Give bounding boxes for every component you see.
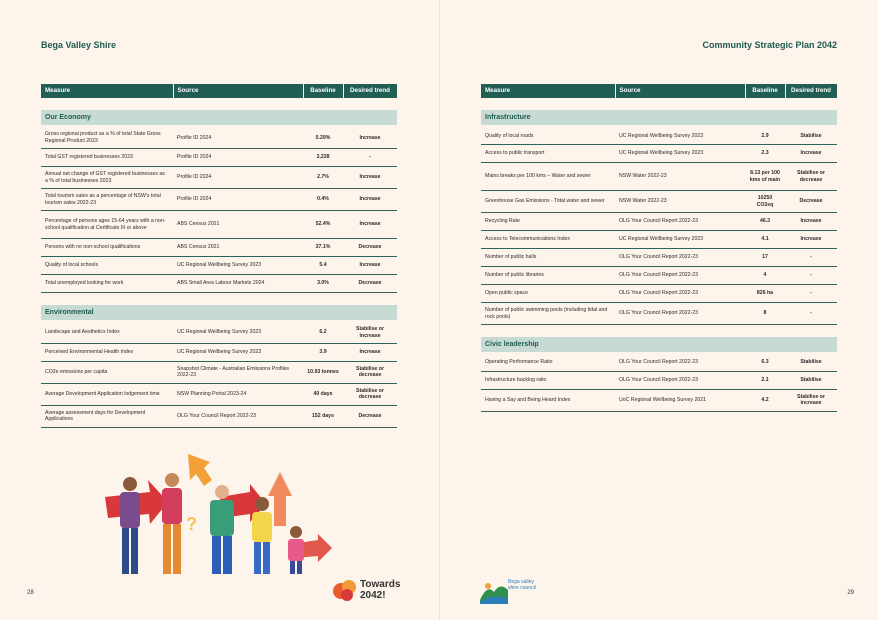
- cell-baseline: 0.4%: [303, 189, 343, 211]
- cell-baseline: 10.93 tonnes: [303, 361, 343, 383]
- cell-baseline: 2.9: [745, 127, 785, 145]
- cell-source: UoC Regional Wellbeing Survey 2021: [615, 389, 745, 411]
- table-row: [481, 191, 837, 213]
- cell-source: ABS Census 2021: [173, 239, 303, 257]
- cell-trend: Increase: [343, 257, 397, 275]
- table-row: [41, 149, 397, 167]
- cell-measure: Having a Say and Being Heard Index: [481, 389, 615, 411]
- table-header: [481, 84, 837, 98]
- cell-source: OLG Your Council Report 2022-23: [615, 213, 745, 231]
- cell-source: UC Regional Wellbeing Survey 2023: [173, 321, 303, 343]
- section-environmental: [41, 305, 397, 322]
- cell-baseline: 4: [745, 267, 785, 285]
- cell-source: ABS Small Area Labour Markets 2024: [173, 275, 303, 293]
- cell-baseline: 8.13 per 100 kms of main: [745, 163, 785, 191]
- cell-title: Infrastructure: [481, 110, 837, 127]
- cell-measure: Greenhouse Gas Emissions - Total water and sewer: [481, 191, 615, 213]
- cell-measure: Average Development Application lodgement time: [41, 383, 173, 405]
- cell-trend: Increase: [343, 189, 397, 211]
- cell-baseline: 3.0%: [303, 275, 343, 293]
- cell-trend: Decrease: [343, 275, 397, 293]
- table-row: [41, 321, 397, 343]
- col-trend: Desired trend: [785, 84, 837, 98]
- council-logo-icon: [480, 578, 508, 604]
- council-logo-text: Bega valley shire council: [508, 579, 536, 591]
- cell-title: Civic leadership: [481, 337, 837, 354]
- cell-baseline: 37.1%: [303, 239, 343, 257]
- cell-trend: Increase: [343, 167, 397, 189]
- cell-measure: Recycling Rate: [481, 213, 615, 231]
- plan-title: Community Strategic Plan 2042: [702, 40, 837, 50]
- table-row: [481, 353, 837, 371]
- table-row: [481, 213, 837, 231]
- cell-measure: Number of public swimming pools (including tidal and rock pools): [481, 303, 615, 325]
- table-row: [481, 231, 837, 249]
- cell-trend: Stabilise or increase: [785, 389, 837, 411]
- cell-measure: Access to public transport: [481, 145, 615, 163]
- cell-trend: -: [785, 303, 837, 325]
- table-row: [481, 145, 837, 163]
- cell-baseline: 152 days: [303, 405, 343, 427]
- cell-baseline: 3.9: [303, 343, 343, 361]
- cell-baseline: 6.3: [745, 353, 785, 371]
- table-row: [41, 211, 397, 239]
- cell-trend: Increase: [785, 145, 837, 163]
- towards-logo-icon: [332, 577, 358, 603]
- cell-trend: Decrease: [343, 239, 397, 257]
- cell-baseline: 17: [745, 249, 785, 267]
- table-header: [41, 84, 397, 98]
- table-row: [41, 383, 397, 405]
- cell-trend: Stabilise or decrease: [785, 163, 837, 191]
- cell-measure: Infrastructure backlog ratio: [481, 371, 615, 389]
- cell-baseline: 40 days: [303, 383, 343, 405]
- cell-measure: Total tourism sales as a percentage of NSW's total tourism sales 2022-23: [41, 189, 173, 211]
- cell-baseline: 4.1: [745, 231, 785, 249]
- cell-baseline: 6.2: [303, 321, 343, 343]
- towards-logo-text: Towards 2042!: [360, 579, 401, 601]
- cell-measure: Persons with no non-school qualifications: [41, 239, 173, 257]
- col-source: Source: [615, 84, 745, 98]
- section-economy: [41, 110, 397, 127]
- table-row: [481, 249, 837, 267]
- cell-source: OLG Your Council Report 2022-23: [615, 285, 745, 303]
- cell-trend: Increase: [343, 211, 397, 239]
- cell-source: NSW Water 2022-23: [615, 163, 745, 191]
- cell-source: UC Regional Wellbeing Survey 2023: [173, 343, 303, 361]
- cell-trend: -: [785, 249, 837, 267]
- cell-measure: CO2e emissions per capita: [41, 361, 173, 383]
- cell-source: Profile ID 2024: [173, 149, 303, 167]
- cell-measure: Quality of local roads: [481, 127, 615, 145]
- cell-source: OLG Your Council Report 2022-23: [615, 353, 745, 371]
- cell-baseline: 0.29%: [303, 127, 343, 149]
- cell-source: Profile ID 2024: [173, 189, 303, 211]
- cell-source: OLG Your Council Report 2022-23: [173, 405, 303, 427]
- cell-baseline: 10250 CO2eq: [745, 191, 785, 213]
- table-row: [41, 257, 397, 275]
- cell-source: OLG Your Council Report 2022-23: [615, 267, 745, 285]
- table-row: [481, 303, 837, 325]
- cell-measure: Perceived Environmental Health Index: [41, 343, 173, 361]
- cell-source: Snapshot Climate - Australian Emissions Profiles 2022-23: [173, 361, 303, 383]
- cell-trend: Decrease: [343, 405, 397, 427]
- cell-trend: Stabilise: [785, 353, 837, 371]
- cell-source: UC Regional Wellbeing Survey 2023: [615, 145, 745, 163]
- table-row: [41, 189, 397, 211]
- section-civic-leadership: [481, 337, 837, 354]
- measures-table-right: [481, 84, 838, 412]
- table-row: [481, 371, 837, 389]
- cell-measure: Open public space: [481, 285, 615, 303]
- cell-trend: Stabilise or decrease: [343, 383, 397, 405]
- cell-trend: -: [785, 267, 837, 285]
- cell-trend: Stabilise or decrease: [343, 361, 397, 383]
- cell-measure: Operating Performance Ratio: [481, 353, 615, 371]
- table-row: [41, 275, 397, 293]
- cell-measure: Total unemployed looking for work: [41, 275, 173, 293]
- cell-baseline: 5.4: [303, 257, 343, 275]
- cell-baseline: 52.4%: [303, 211, 343, 239]
- col-trend: Desired trend: [343, 84, 397, 98]
- cell-trend: Decrease: [785, 191, 837, 213]
- cell-measure: Number of public halls: [481, 249, 615, 267]
- cell-source: UC Regional Wellbeing Survey 2023: [615, 127, 745, 145]
- table-row: [41, 167, 397, 189]
- cell-measure: Average assessment days for Development Applications: [41, 405, 173, 427]
- page-number-left: 28: [27, 590, 34, 596]
- cell-measure: Percentage of persons ages 15-64 years with a non-school qualification at Certificate III or above: [41, 211, 173, 239]
- table-row: [481, 389, 837, 411]
- cell-source: UC Regional Wellbeing Survey 2023: [173, 257, 303, 275]
- col-baseline: Baseline: [745, 84, 785, 98]
- svg-text:?: ?: [186, 514, 197, 534]
- cell-source: NSW Water 2022-23: [615, 191, 745, 213]
- cell-baseline: 4.2: [745, 389, 785, 411]
- cell-trend: Increase: [343, 127, 397, 149]
- table-row: [41, 127, 397, 149]
- measures-table-left: [41, 84, 398, 428]
- table-row: [481, 267, 837, 285]
- cell-trend: Stabilise or increase: [343, 321, 397, 343]
- cell-measure: Landscape and Aesthetics Index: [41, 321, 173, 343]
- cell-trend: -: [785, 285, 837, 303]
- cell-title: Environmental: [41, 305, 397, 322]
- people-with-arrows-illustration: [100, 452, 340, 574]
- cell-baseline: 8: [745, 303, 785, 325]
- section-infrastructure: [481, 110, 837, 127]
- cell-title: Our Economy: [41, 110, 397, 127]
- cell-source: OLG Your Council Report 2022-23: [615, 371, 745, 389]
- cell-source: UC Regional Wellbeing Survey 2023: [615, 231, 745, 249]
- cell-source: Profile ID 2024: [173, 127, 303, 149]
- col-measure: Measure: [41, 84, 173, 98]
- cell-measure: Total GST registered businesses 2023: [41, 149, 173, 167]
- cell-measure: Annual net change of GST registered businesses as a % of total businesses 2023: [41, 167, 173, 189]
- cell-trend: Stabilise: [785, 371, 837, 389]
- page-number-right: 29: [847, 590, 854, 596]
- table-row: [481, 127, 837, 145]
- cell-measure: Mains breaks per 100 kms – Water and sewer: [481, 163, 615, 191]
- col-baseline: Baseline: [303, 84, 343, 98]
- cell-baseline: 2.7%: [303, 167, 343, 189]
- table-row: [481, 285, 837, 303]
- cell-source: NSW Planning Portal 2023-24: [173, 383, 303, 405]
- cell-measure: Access to Telecommunications Index: [481, 231, 615, 249]
- bega-valley-council-logo: [480, 578, 544, 606]
- cell-measure: Number of public libraries: [481, 267, 615, 285]
- cell-trend: -: [343, 149, 397, 167]
- table-row: [41, 405, 397, 427]
- towards-2042-logo: [332, 577, 402, 605]
- cell-source: OLG Your Council Report 2022-23: [615, 249, 745, 267]
- col-measure: Measure: [481, 84, 615, 98]
- cell-source: ABS Census 2021: [173, 211, 303, 239]
- cell-measure: Gross regional product as a % of total State Gross Regional Product 2023: [41, 127, 173, 149]
- table-row: [41, 361, 397, 383]
- cell-trend: Increase: [785, 213, 837, 231]
- cell-trend: Stabilise: [785, 127, 837, 145]
- table-row: [41, 239, 397, 257]
- cell-source: OLG Your Council Report 2022-23: [615, 303, 745, 325]
- cell-baseline: 2.3: [745, 145, 785, 163]
- cell-baseline: 3,228: [303, 149, 343, 167]
- cell-baseline: 46.3: [745, 213, 785, 231]
- shire-title: Bega Valley Shire: [41, 40, 117, 50]
- cell-baseline: 2.1: [745, 371, 785, 389]
- table-row: [481, 163, 837, 191]
- cell-baseline: 826 ha: [745, 285, 785, 303]
- col-source: Source: [173, 84, 303, 98]
- cell-measure: Quality of local schools: [41, 257, 173, 275]
- table-row: [41, 343, 397, 361]
- cell-source: Profile ID 2024: [173, 167, 303, 189]
- cell-trend: Increase: [343, 343, 397, 361]
- cell-trend: Increase: [785, 231, 837, 249]
